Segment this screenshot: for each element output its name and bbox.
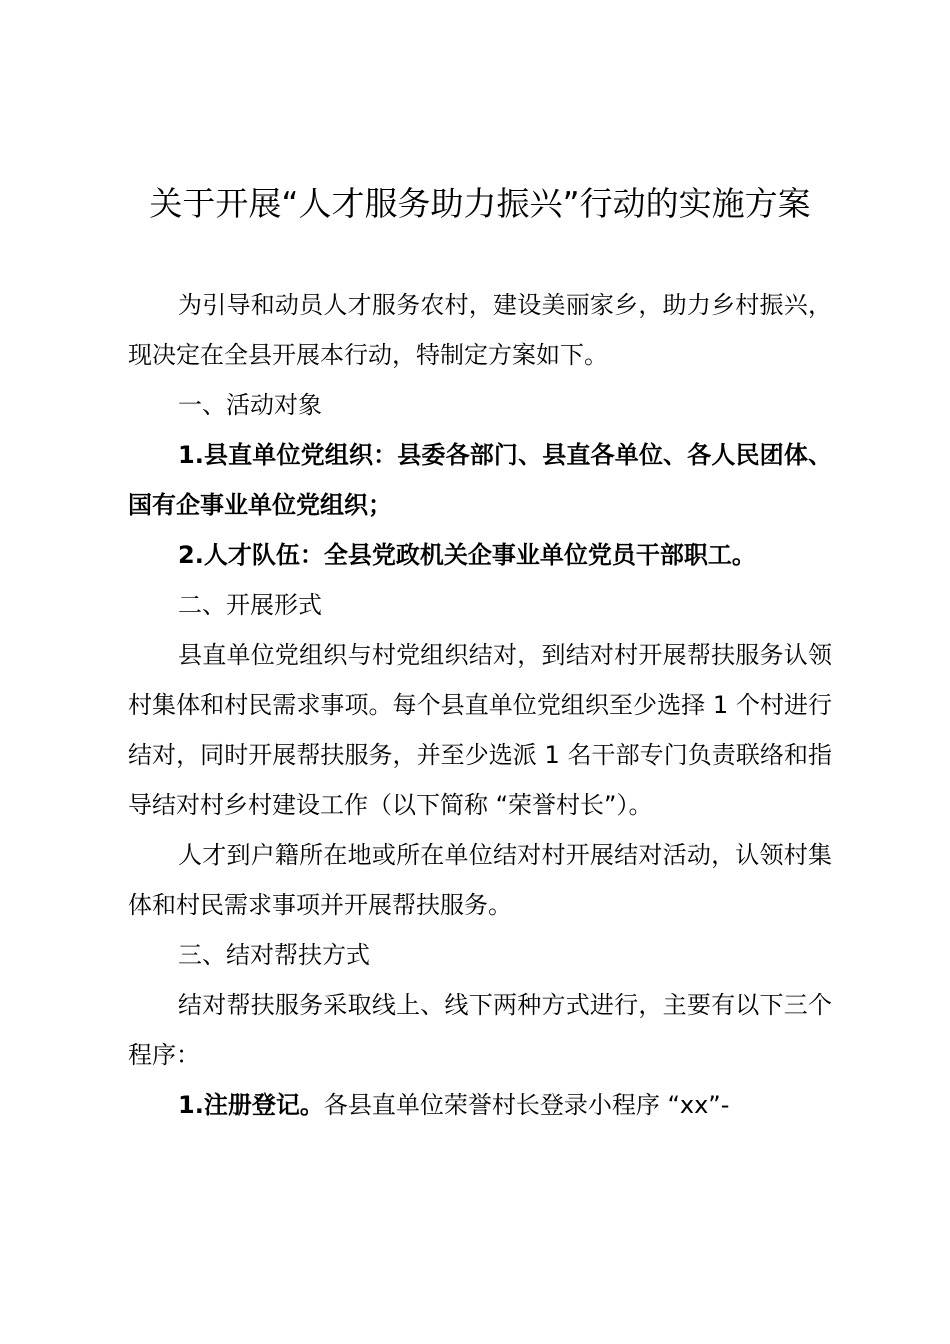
section-heading-2: 二、开展形式 [178,591,322,619]
list-item-talent-team: 2.人才队伍：全县党政机关企事业单位党员干部职工。 [178,541,756,569]
document-body [128,280,832,1130]
section-heading-1: 一、活动对象 [178,391,322,419]
paragraph-talent-pairing: 人才到户籍所在地或所在单位结对村开展结对活动，认领村集体和村民需求事项并开展帮扶服务。 [128,841,832,919]
list-item-registration [128,1080,832,1130]
paragraph-pairing-form: 县直单位党组织与村党组织结对，到结对村开展帮扶服务认领村集体和村民需求事项。每个县直单位党组织至少选择 1 个村进行结对，同时开展帮扶服务，并至少选派 1 名干部专门负责联络和指导结对村乡村建设工作（以下简称 “荣誉村长”）。 [128,641,832,819]
registration-text: 各县直单位荣誉村长登录小程序 “xx”- [323,1091,730,1119]
intro-paragraph: 为引导和动员人才服务农村，建设美丽家乡，助力乡村振兴，现决定在全县开展本行动，特制定方案如下。 [128,291,832,369]
list-item-county-party-org: 1.县直单位党组织：县委各部门、县直各单位、各人民团体、国有企事业单位党组织； [128,441,832,519]
document-title: 关于开展“人才服务助力振兴”行动的实施方案 [149,184,811,223]
section-heading-3: 三、结对帮扶方式 [178,941,370,969]
registration-label: 1.注册登记。 [178,1091,324,1119]
paragraph-pairing-method: 结对帮扶服务采取线上、线下两种方式进行，主要有以下三个程序： [128,991,832,1069]
